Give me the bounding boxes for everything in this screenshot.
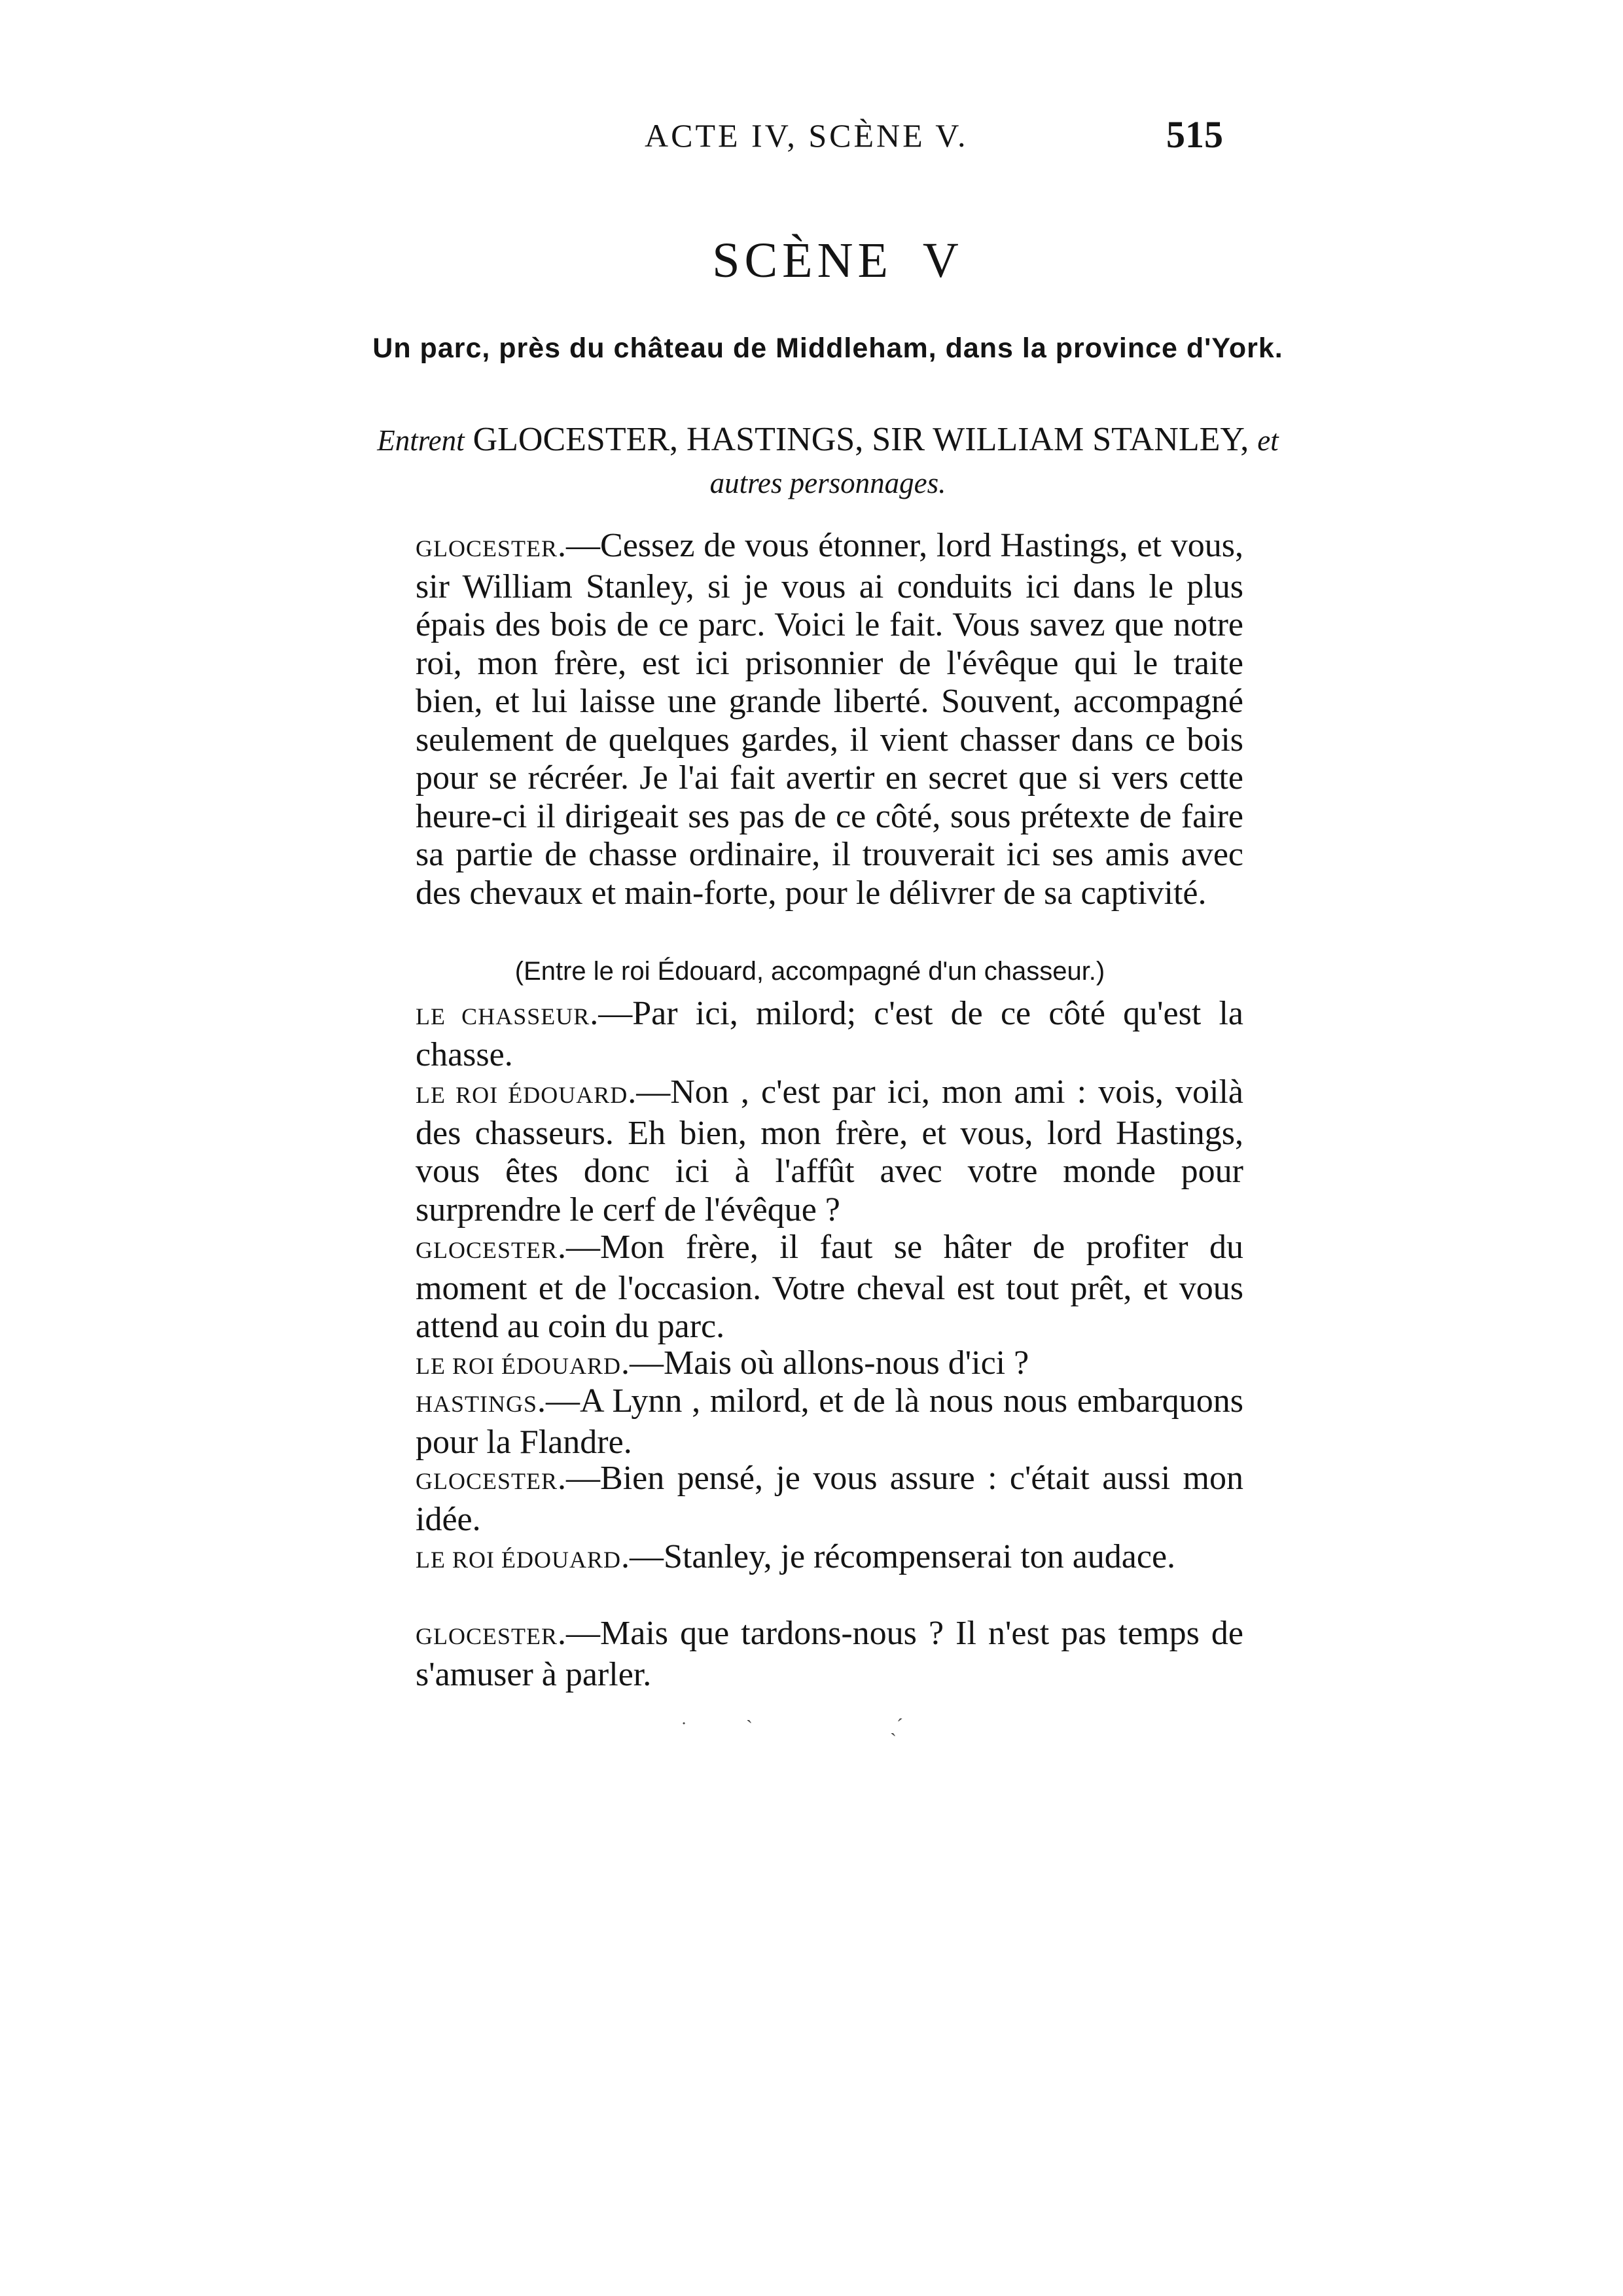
- speaker-name: GLOCESTER: [416, 1623, 558, 1649]
- scene-title-word: SCÈNE: [712, 233, 893, 288]
- end-ornament-mark: ˏ: [746, 1702, 753, 1723]
- speech-text: Bien pensé, je vous assure : c'était aussi mon idée.: [416, 1460, 1243, 1538]
- scene-setting: Un parc, près du château de Middleham, dans la province d'York.: [372, 332, 1283, 364]
- scene-number: V: [922, 233, 963, 288]
- speech-5: LE ROI ÉDOUARD.—Mais où allons-nous d'ici ?: [416, 1344, 1029, 1382]
- speech-7: GLOCESTER.—Bien pensé, je vous assure : c'était aussi mon idée.: [416, 1460, 1243, 1538]
- entrance-italic: Entrent: [377, 424, 465, 457]
- running-head: ACTE IV, SCÈNE V.: [645, 117, 969, 154]
- speech-text: Non , c'est par ici, mon ami : vois, voilà des chasseurs. Eh bien, mon frère, et vous, lord Hastings, vous êtes donc ici à l'affût avec votre monde pour surprendre le cerf de l'évêque ?: [416, 1073, 1243, 1229]
- speaker-name: LE ROI ÉDOUARD: [416, 1547, 621, 1573]
- speech-text: Mon frère, il faut se hâter de profiter du moment et de l'occasion. Votre cheval est tout prêt, et vous attend au coin du parc.: [416, 1229, 1243, 1345]
- speaker-name: GLOCESTER: [416, 535, 558, 562]
- speech-3: LE ROI ÉDOUARD.—Non , c'est par ici, mon ami : vois, voilà des chasseurs. Eh bien, mon frère, et vous, lord Hastings, vous êtes donc ici à l'affût avec votre monde pour surprendre le cerf de l'évêque ?: [416, 1073, 1243, 1229]
- speech-text: Mais que tardons-nous ? Il n'est pas temps de s'amuser à parler.: [416, 1615, 1243, 1693]
- speech-4: GLOCESTER.—Mon frère, il faut se hâter de profiter du moment et de l'occasion. Votre cheval est tout prêt, et vous attend au coin du parc.: [416, 1229, 1243, 1345]
- speaker-name: GLOCESTER: [416, 1237, 558, 1263]
- speech-text: Cessez de vous étonner, lord Hastings, et vous, sir William Stanley, si je vous ai conduits ici dans le plus épais des bois de ce parc. Voici le fait. Vous savez que notre roi, mon frère, est ici prisonnier de l'évêque qui le traite bien, et lui laisse une grande liberté. Souvent, accompagné seulement de quelques gardes, il vient chasser dans ce bois pour se récréer. Je l'ai fait avertir en secret que si vers cette heure-ci il dirigeait ses pas de ce côté, sous prétexte de faire sa partie de chasse ordinaire, il trouverait ici ses amis avec des chevaux et main-forte, pour le délivrer de sa captivité.: [416, 527, 1243, 912]
- speech-9: GLOCESTER.—Mais que tardons-nous ? Il n'est pas temps de s'amuser à parler.: [416, 1615, 1243, 1693]
- speech-text: Mais où allons-nous d'ici ?: [663, 1344, 1029, 1382]
- speaker-name: GLOCESTER: [416, 1468, 558, 1494]
- speaker-name: LE ROI ÉDOUARD: [416, 1082, 628, 1108]
- speech-text: Stanley, je récompenserai ton audace.: [663, 1538, 1176, 1575]
- end-ornament-mark: ˏˊ: [890, 1715, 903, 1736]
- speech-8: LE ROI ÉDOUARD.—Stanley, je récompenserai ton audace.: [416, 1538, 1176, 1575]
- speaker-name: LE CHASSEUR: [416, 1003, 590, 1030]
- speaker-name: HASTINGS: [416, 1391, 538, 1417]
- scene-title: [0, 232, 1623, 289]
- speech-text: A Lynn , milord, et de là nous nous embarquons pour la Flandre.: [416, 1382, 1243, 1461]
- stage-direction: (Entre le roi Édouard, accompagné d'un chasseur.): [514, 957, 1105, 986]
- end-ornament-mark: ˙: [681, 1718, 687, 1740]
- speech-2: LE CHASSEUR.—Par ici, milord; c'est de ce côté qu'est la chasse.: [416, 995, 1244, 1073]
- speech-6: HASTINGS.—A Lynn , milord, et de là nous nous embarquons pour la Flandre.: [416, 1382, 1243, 1461]
- speech-text: Par ici, milord; c'est de ce côté qu'est la chasse.: [416, 995, 1244, 1073]
- entrance-names: GLOCESTER, HASTINGS, SIR WILLIAM STANLEY,: [473, 421, 1249, 458]
- entrance-line: [340, 419, 1315, 504]
- speaker-name: LE ROI ÉDOUARD: [416, 1353, 621, 1379]
- entrance-suffix: et autres personnages.: [709, 424, 1279, 499]
- page-number: 515: [1166, 113, 1223, 156]
- speech-1: GLOCESTER.—Cessez de vous étonner, lord Hastings, et vous, sir William Stanley, si je vous ai conduits ici dans le plus épais des bois de ce parc. Voici le fait. Vous savez que notre roi, mon frère, est ici prisonnier de l'évêque qui le traite bien, et lui laisse une grande liberté. Souvent, accompagné seulement de quelques gardes, il vient chasser dans ce bois pour se récréer. Je l'ai fait avertir en secret que si vers cette heure-ci il dirigeait ses pas de ce côté, sous prétexte de faire sa partie de chasse ordinaire, il trouverait ici ses amis avec des chevaux et main-forte, pour le délivrer de sa captivité.: [416, 527, 1243, 912]
